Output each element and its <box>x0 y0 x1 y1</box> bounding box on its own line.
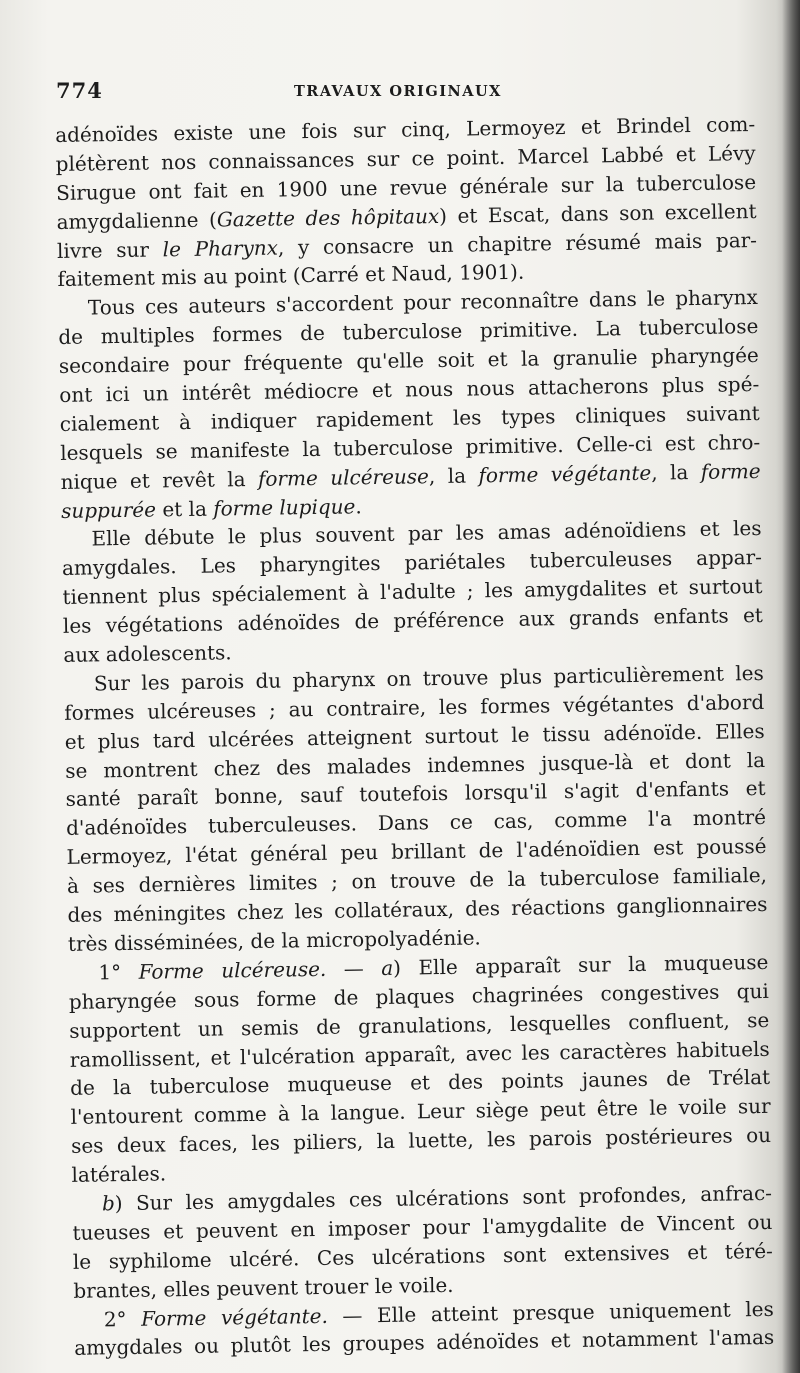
text-line: 2° Forme végétante. — Elle atteint presque uniquement les <box>103 1296 774 1331</box>
text-line: cialement à indiquer rapidement les types cliniques suivant <box>59 400 760 436</box>
text-line: et plus tard ulcérées atteignent surtout le tissu adénoïde. Elles <box>64 718 765 754</box>
text-line: tiennent plus spécialement à l'adulte ; les amygdalites et surtout <box>62 574 763 610</box>
text-line: d'adénoïdes tuberculeuses. Dans ce cas, comme l'a montré <box>65 805 767 841</box>
text-line: brantes, elles peuvent trouer le voile. <box>73 1272 454 1303</box>
text-line: amygdales ou plutôt les groupes adénoïdes et notamment l'amas <box>74 1325 775 1361</box>
text-line: livre sur le Pharynx, y consacre un chapitre résumé mais par- <box>56 227 758 263</box>
text-line: 1° Forme ulcéreuse. — a) Elle apparaît sur la muqueuse <box>98 949 769 985</box>
text-line: Sirugue ont fait en 1900 une revue générale sur la tuberculose <box>55 169 757 205</box>
text-line: ses deux faces, les piliers, la luette, les parois postérieures ou <box>70 1123 772 1159</box>
text-line: des méningites chez les collatéraux, des réactions ganglionnaires <box>67 891 768 927</box>
text-line: les végétations adénoïdes de préférence aux grands enfants et <box>62 603 764 639</box>
running-title: TRAVAUX ORIGINAUX <box>294 83 502 100</box>
book-title: le Pharynx <box>162 235 279 261</box>
text-line: plétèrent nos connaissances sur ce point. Marcel Labbé et Lévy <box>55 140 756 176</box>
text-line: pharyngée sous forme de plaques chagrinées congestives qui <box>68 978 769 1014</box>
text-line: supportent un semis de granulations, lesquelles confluent, se <box>69 1007 770 1043</box>
text-line: latérales. <box>71 1161 167 1187</box>
text-line: lesquels se manifeste la tuberculose primitive. Celle-ci est chro- <box>60 429 761 465</box>
text-line: santé paraît bonne, sauf toutefois lorsqu'il s'agit d'enfants et <box>65 776 766 812</box>
text-line: ont ici un intérêt médiocre et nous nous attacherons plus spé- <box>59 371 760 407</box>
text-line: Elle débute le plus souvent par les amas adénoïdiens et les <box>91 516 762 551</box>
journal-title: Gazette des hôpitaux <box>216 203 440 232</box>
text-line: de la tuberculose muqueuse et des points jaunes de Trélat <box>70 1065 771 1101</box>
text-line: b) Sur les amygdales ces ulcérations sont profondes, anfrac- <box>101 1180 773 1216</box>
text-line: se montrent chez des malades indemnes jusque-là et dont la <box>65 747 766 783</box>
text-line: à ses dernières limites ; on trouve de la tuberculose familiale, <box>66 863 768 899</box>
text-line: ramollissent, et l'ulcération apparaît, avec les caractères habituels <box>69 1036 770 1072</box>
text-line: nique et revêt la forme ulcéreuse, la forme végétante, la forme <box>60 458 761 494</box>
text-line: suppurée et la forme lupique. <box>60 493 362 523</box>
page-header <box>56 78 746 106</box>
text-line: très disséminées, de la micropolyadénie. <box>67 925 481 956</box>
text-line: formes ulcéreuses ; au contraire, les formes végétantes d'abord <box>64 689 765 725</box>
text-line: adénoïdes existe une fois sur cinq, Lermoyez et Brindel com- <box>55 112 756 147</box>
text-line: de multiples formes de tuberculose primitive. La tuberculose <box>58 314 759 350</box>
text-line: amygdales. Les pharyngites pariétales tuberculeuses appar- <box>61 545 763 581</box>
body-text <box>55 110 774 1363</box>
text-line: l'entourent comme à la langue. Leur siège peut être le voile sur <box>70 1094 771 1130</box>
text-line: faitement mis au point (Carré et Naud, 1901). <box>57 260 525 292</box>
page-number: 774 <box>56 78 103 103</box>
text-line: secondaire pour fréquente qu'elle soit et la granulie pharyngée <box>58 343 759 379</box>
text-line: amygdalienne (Gazette des hôpitaux) et Escat, dans son excellent <box>56 198 757 234</box>
text-line: Tous ces auteurs s'accordent pour reconnaître dans le pharynx <box>87 285 759 320</box>
text-line: aux adolescents. <box>63 640 232 667</box>
text-line: tueuses et peuvent en imposer pour l'amygdalite de Vincent ou <box>72 1209 773 1245</box>
text-line: le syphilome ulcéré. Ces ulcérations sont extensives et téré- <box>72 1238 774 1274</box>
section-heading: Forme ulcéreuse. <box>138 956 327 984</box>
text-line: Sur les parois du pharynx on trouve plus particulièrement les <box>93 660 764 696</box>
section-heading: Forme végétante. <box>140 1303 328 1331</box>
text-line: Lermoyez, l'état général peu brillant de l'adénoïdien est poussé <box>66 834 767 870</box>
page-edge-shadow <box>782 0 800 1373</box>
